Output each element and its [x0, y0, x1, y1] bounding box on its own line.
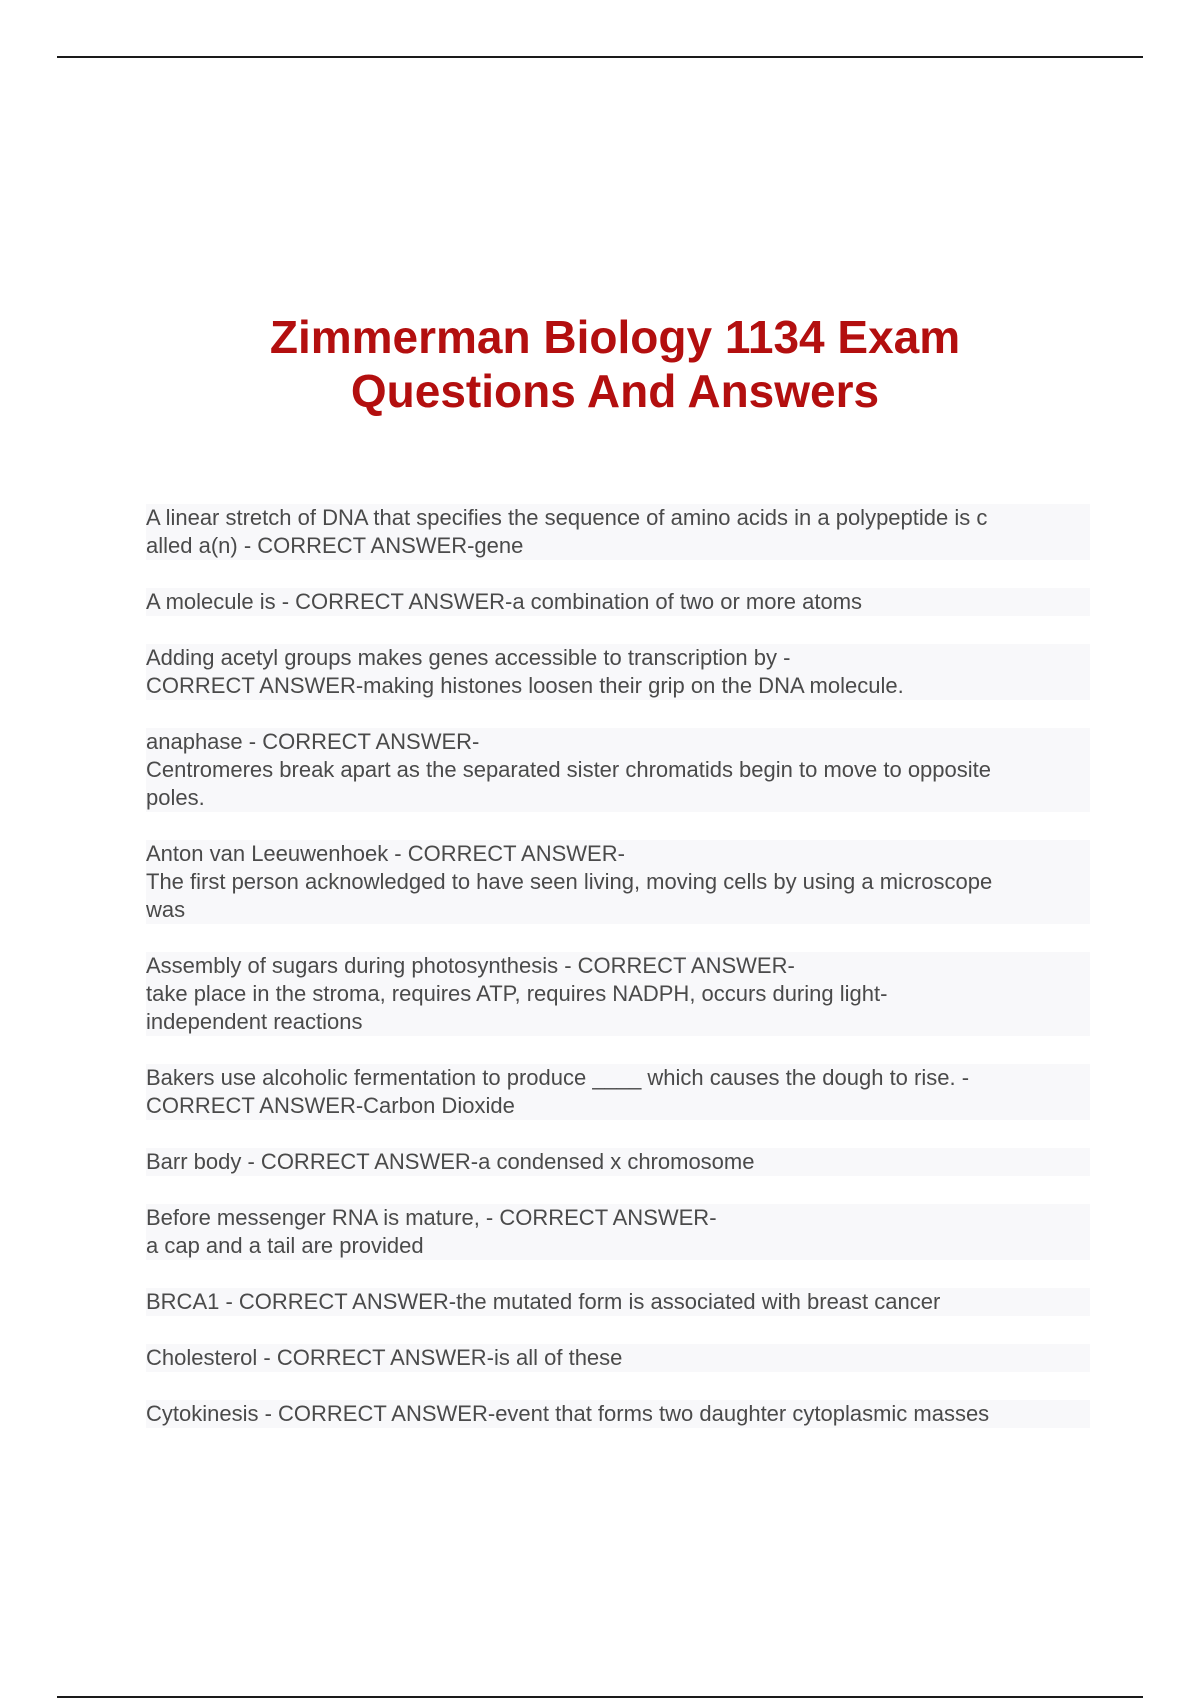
qa-item: Adding acetyl groups makes genes accessible to transcription by - CORRECT ANSWER-making histones loosen their grip on the DNA molecule.: [146, 644, 1090, 700]
qa-list: [146, 504, 1090, 1456]
qa-item: Before messenger RNA is mature, - CORRECT ANSWER- a cap and a tail are provided: [146, 1204, 1090, 1260]
qa-item: A linear stretch of DNA that specifies the sequence of amino acids in a polypeptide is c alled a(n) - CORRECT ANSWER-gene: [146, 504, 1090, 560]
top-rule: [57, 56, 1143, 58]
qa-item: anaphase - CORRECT ANSWER- Centromeres break apart as the separated sister chromatids begin to move to opposite poles.: [146, 728, 1090, 812]
document-title: [0, 310, 1200, 418]
qa-item: Assembly of sugars during photosynthesis - CORRECT ANSWER- take place in the stroma, requires ATP, requires NADPH, occurs during light- independent reactions: [146, 952, 1090, 1036]
qa-item: Bakers use alcoholic fermentation to produce ____ which causes the dough to rise. - CORRECT ANSWER-Carbon Dioxide: [146, 1064, 1090, 1120]
qa-item: Anton van Leeuwenhoek - CORRECT ANSWER- The first person acknowledged to have seen living, moving cells by using a microscope was: [146, 840, 1090, 924]
qa-item: BRCA1 - CORRECT ANSWER-the mutated form is associated with breast cancer: [146, 1288, 1090, 1316]
qa-item: Cytokinesis - CORRECT ANSWER-event that forms two daughter cytoplasmic masses: [146, 1400, 1090, 1428]
qa-item: A molecule is - CORRECT ANSWER-a combination of two or more atoms: [146, 588, 1090, 616]
title-line-2: Questions And Answers: [350, 365, 880, 417]
qa-item: Barr body - CORRECT ANSWER-a condensed x chromosome: [146, 1148, 1090, 1176]
qa-item: Cholesterol - CORRECT ANSWER-is all of these: [146, 1344, 1090, 1372]
title-line-1: Zimmerman Biology 1134 Exam: [269, 311, 961, 363]
bottom-rule: [57, 1696, 1143, 1698]
